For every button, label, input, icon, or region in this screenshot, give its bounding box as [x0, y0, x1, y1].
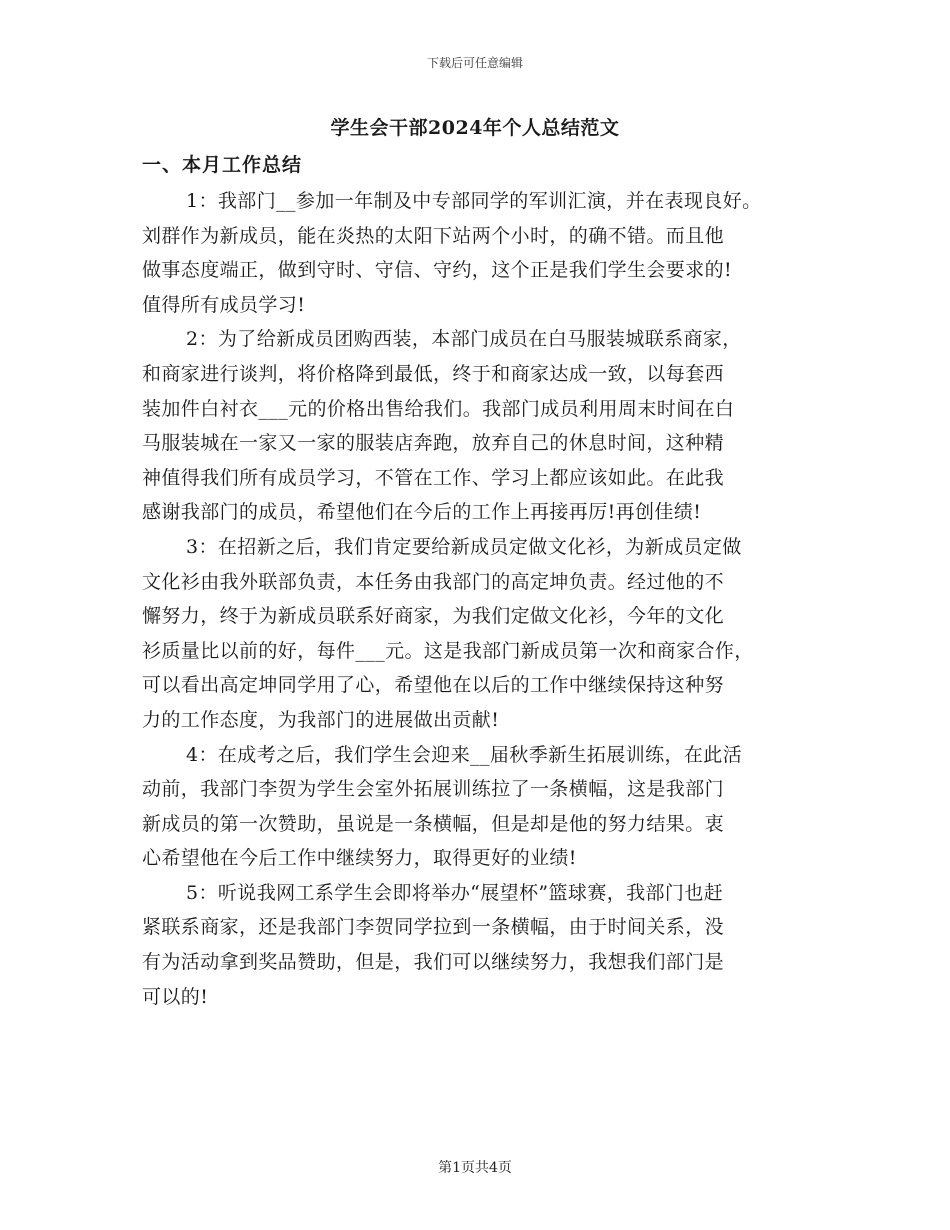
paragraph-1	[142, 184, 824, 322]
paragraph-5	[142, 876, 824, 1014]
paragraph-4	[142, 738, 824, 876]
document-title: 学生会干部2024年个人总结范文	[330, 117, 620, 139]
text-line: 做事态度端正，做到守时、守信、守约，这个正是我们学生会要求的!	[142, 259, 733, 282]
text-line: 可以的!	[142, 985, 209, 1008]
text-line: 装加件白衬衣___元的价格出售给我们。我部门成员利用周末时间在白	[142, 397, 735, 420]
text-line: 力的工作态度，为我部门的进展做出贡献!	[142, 708, 500, 731]
text-line: 懈努力，终于为新成员联系好商家，为我们定做文化衫，今年的文化	[142, 605, 725, 628]
page-header-note: 下载后可任意编辑	[426, 56, 523, 70]
text-line: 2：为了给新成员团购西装，本部门成员在白马服装城联系商家，	[186, 328, 742, 351]
text-line: 3：在招新之后，我们肯定要给新成员定做文化衫，为新成员定做	[186, 535, 742, 558]
text-line: 新成员的第一次赞助，虽说是一条横幅，但是却是他的努力结果。衷	[142, 812, 725, 835]
text-line: 1：我部门__参加一年制及中专部同学的军训汇演，并在表现良好。	[186, 190, 762, 212]
text-line: 感谢我部门的成员，希望他们在今后的工作上再接再厉!再创佳绩!	[142, 501, 702, 524]
text-line: 紧联系商家，还是我部门李贺同学拉到一条横幅，由于时间关系，没	[142, 916, 725, 939]
text-line: 心希望他在今后工作中继续努力，取得更好的业绩!	[142, 847, 577, 870]
text-line: 5：听说我网工系学生会即将举办“展望杯”篮球赛，我部门也赶	[186, 881, 724, 904]
text-line: 衫质量比以前的好，每件___元。这是我部门新成员第一次和商家合作，	[142, 639, 754, 662]
paragraph-3	[142, 530, 824, 738]
text-line: 和商家进行谈判，将价格降到最低，终于和商家达成一致，以每套西	[142, 362, 725, 385]
text-line: 可以看出高定坤同学用了心，希望他在以后的工作中继续保持这种努	[142, 674, 725, 697]
text-line: 刘群作为新成员，能在炎热的太阳下站两个小时，的确不错。而且他	[142, 224, 725, 247]
text-line: 值得所有成员学习!	[142, 293, 306, 316]
section-heading: 一、本月工作总结	[142, 154, 303, 176]
text-line: 有为活动拿到奖品赞助，但是，我们可以继续努力，我想我们部门是	[142, 951, 725, 974]
document-body	[142, 184, 824, 1014]
paragraph-2	[142, 322, 824, 530]
page-number-indicator: 第1页共4页	[438, 1160, 512, 1176]
text-line: 马服装城在一家又一家的服装店奔跑，放弃自己的休息时间，这种精	[142, 432, 725, 455]
text-line: 神值得我们所有成员学习，不管在工作、学习上都应该如此。在此我	[142, 466, 725, 489]
text-line: 4：在成考之后，我们学生会迎来__届秋季新生拓展训练，在此活	[186, 743, 743, 766]
text-line: 动前，我部门李贺为学生会室外拓展训练拉了一条横幅，这是我部门	[142, 778, 725, 801]
text-line: 文化衫由我外联部负责，本任务由我部门的高定坤负责。经过他的不	[142, 570, 725, 593]
